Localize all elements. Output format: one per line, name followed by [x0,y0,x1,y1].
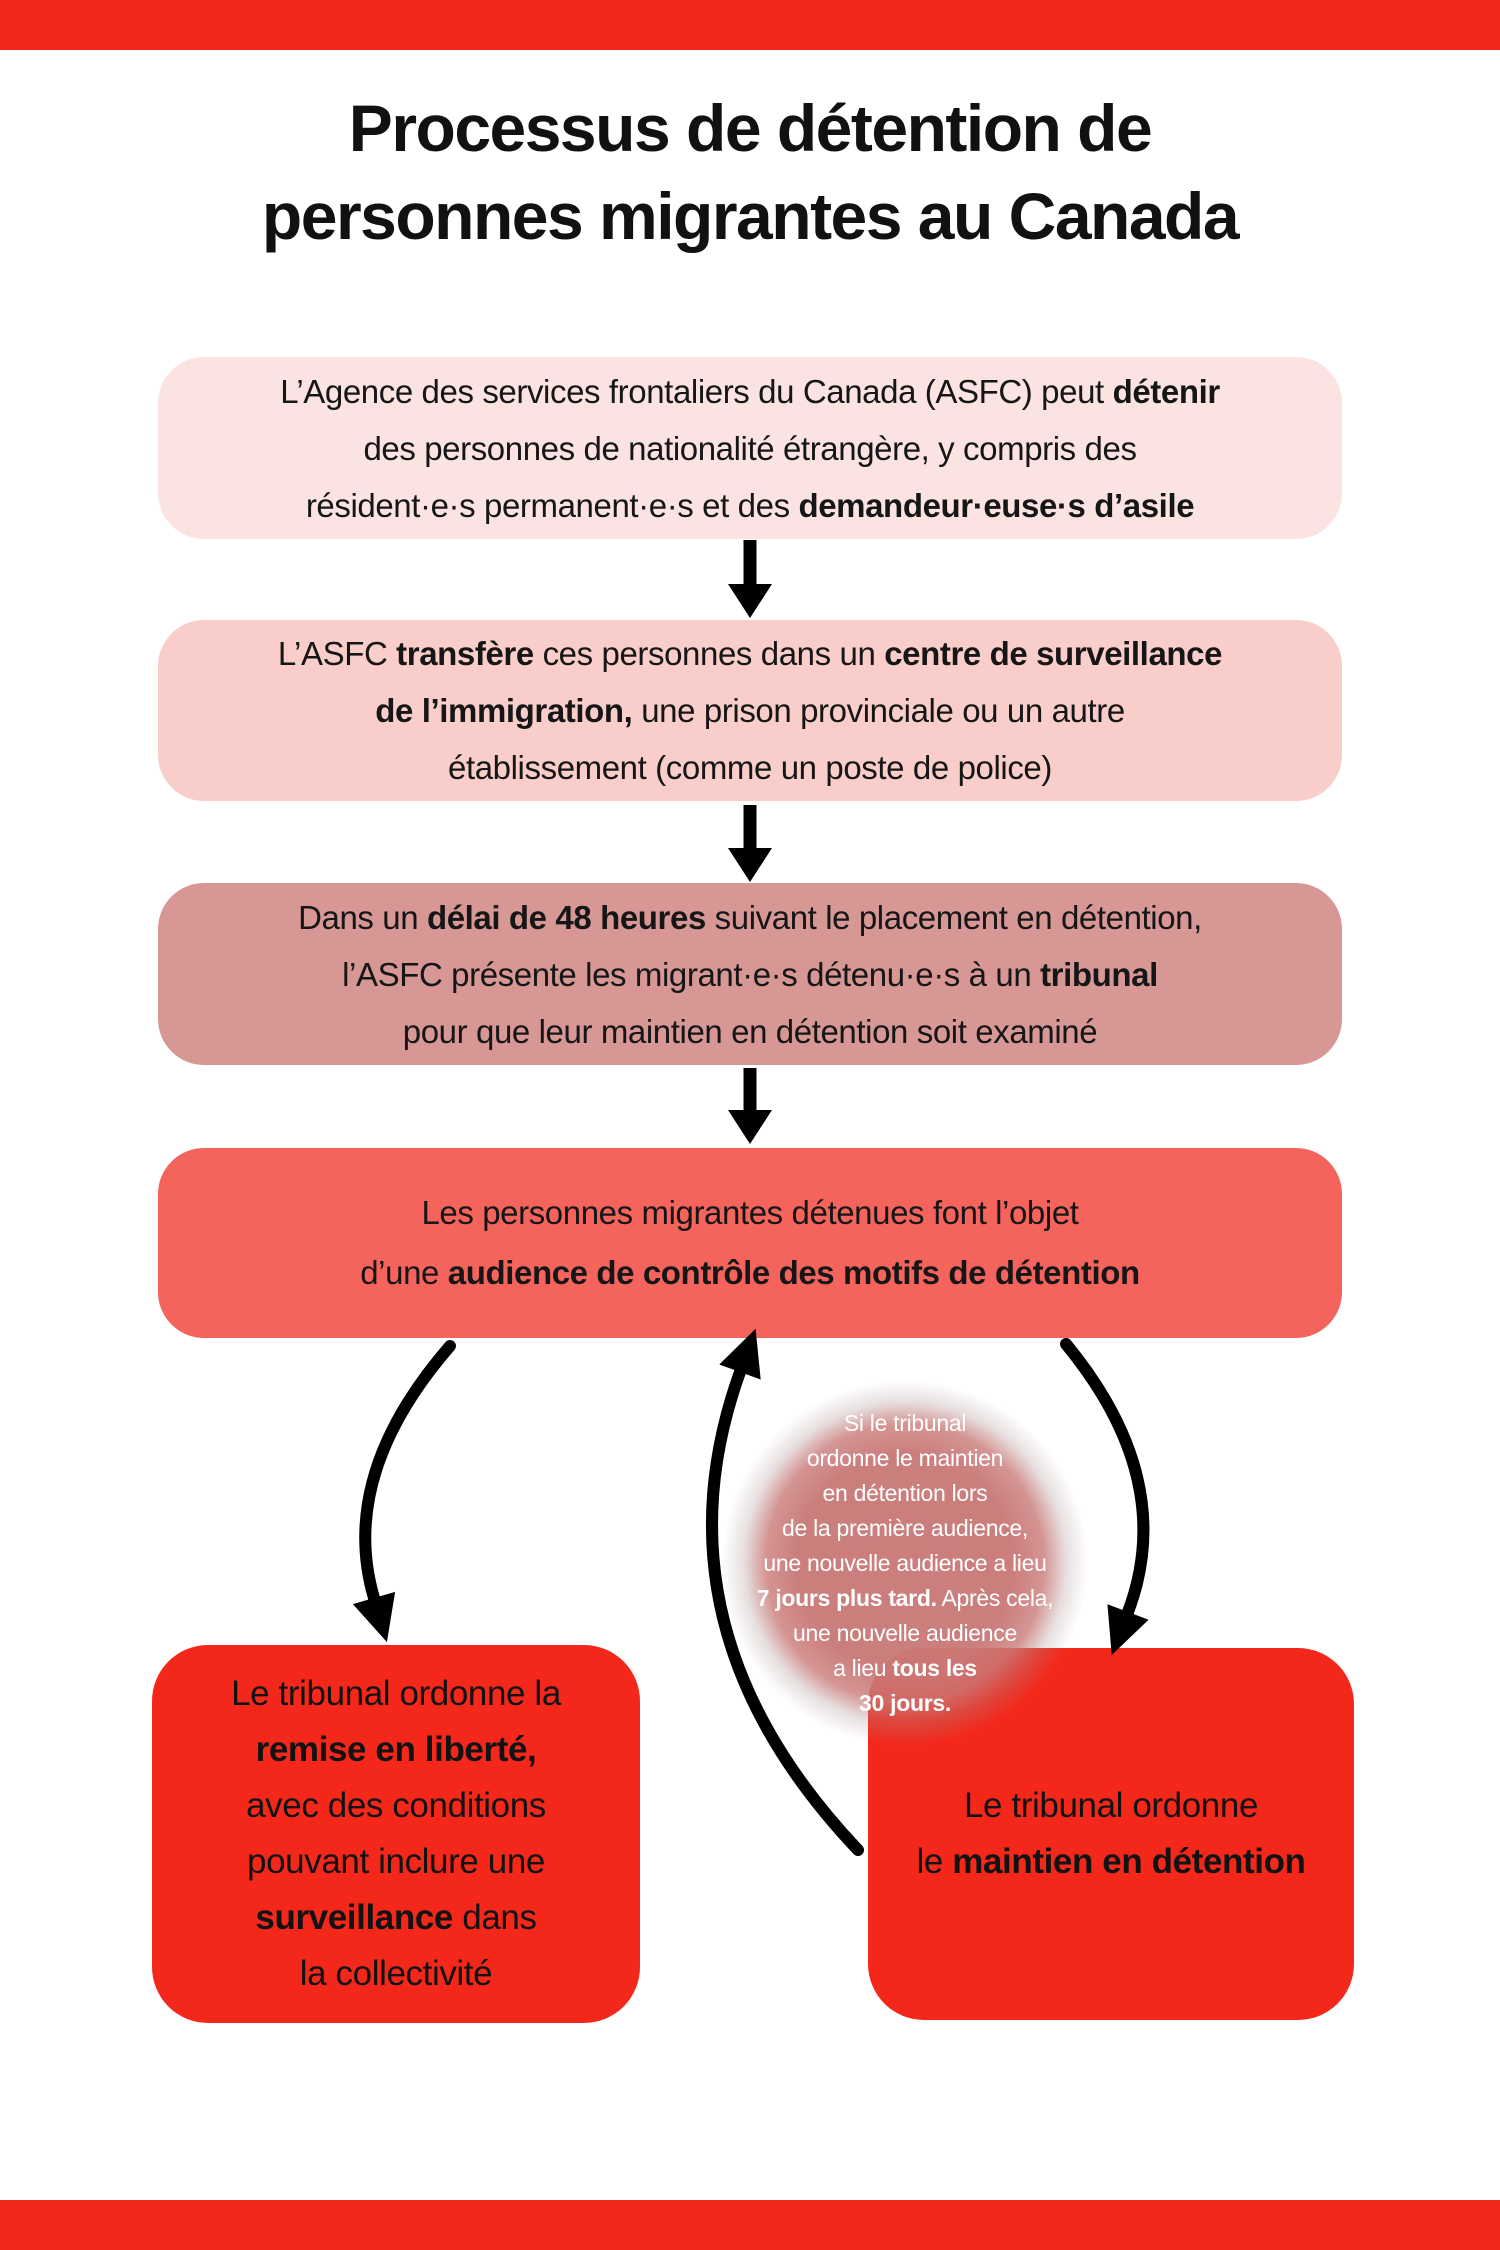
text-line: L’ASFC transfère ces personnes dans un centre de surveillance [277,635,1223,672]
arrow-down-3-icon [728,1068,772,1144]
text-line: ordonne le maintien [806,1444,1004,1471]
text-line: L’Agence des services frontaliers du Canada (ASFC) peut détenir [280,372,1220,410]
text-line: 30 jours. [859,1689,951,1716]
text-line: 7 jours plus tard. Après cela, [756,1584,1054,1611]
text-line: Dans un délai de 48 heures suivant le placement en détention, [298,898,1202,936]
arrow-down-1-icon [728,540,772,618]
text-line: pour que leur maintien en détention soit examiné [402,1012,1098,1050]
review-cycle-note-bubble [722,1380,1088,1746]
text-line: Le tribunal ordonne la [231,1674,561,1713]
text-line: établissement (comme un poste de police) [448,749,1052,786]
text-line: résident·e·s permanent·e·s et des demandeur·euse·s d’asile [305,486,1195,524]
text-line: le maintien en détention [916,1842,1306,1881]
footer-red-band [0,2200,1500,2250]
text-line: remise en liberté, [255,1730,537,1769]
header-red-band [0,0,1500,50]
flow-step-transfer [158,620,1342,801]
page-title-line1: Processus de détention de [348,91,1152,165]
page-title [0,84,1500,261]
curved-arrow-left-icon [353,1346,450,1648]
text-line: surveillance dans [255,1898,537,1937]
text-line: une nouvelle audience a lieu [763,1549,1047,1576]
text-line: de la première audience, [782,1514,1028,1541]
arrow-down-2-icon [728,805,772,882]
text-line: des personnes de nationalité étrangère, y compris des [363,429,1137,467]
flow-step-48-hours-tribunal [158,883,1342,1065]
text-line: en détention lors [822,1479,988,1506]
text-line: d’une audience de contrôle des motifs de détention [360,1254,1140,1291]
text-line: Si le tribunal [843,1409,967,1436]
flow-step-detention-review-hearing [158,1148,1342,1338]
text-line: l’ASFC présente les migrant·e·s détenu·e·s à un tribunal [342,955,1158,993]
text-line: Les personnes migrantes détenues font l’objet [421,1194,1079,1231]
page-title-line2: personnes migrantes au Canada [261,179,1239,254]
text-line: a lieu tous les [833,1654,977,1681]
outcome-release-box [152,1645,640,2023]
text-line: Le tribunal ordonne [963,1786,1259,1825]
text-line: de l’immigration, une prison provinciale ou un autre [375,692,1125,729]
flow-step-detention-authority [158,357,1342,539]
text-line: pouvant inclure une [247,1842,545,1881]
text-line: la collectivité [299,1954,493,1993]
text-line: une nouvelle audience [793,1619,1017,1646]
text-line: avec des conditions [246,1786,546,1825]
